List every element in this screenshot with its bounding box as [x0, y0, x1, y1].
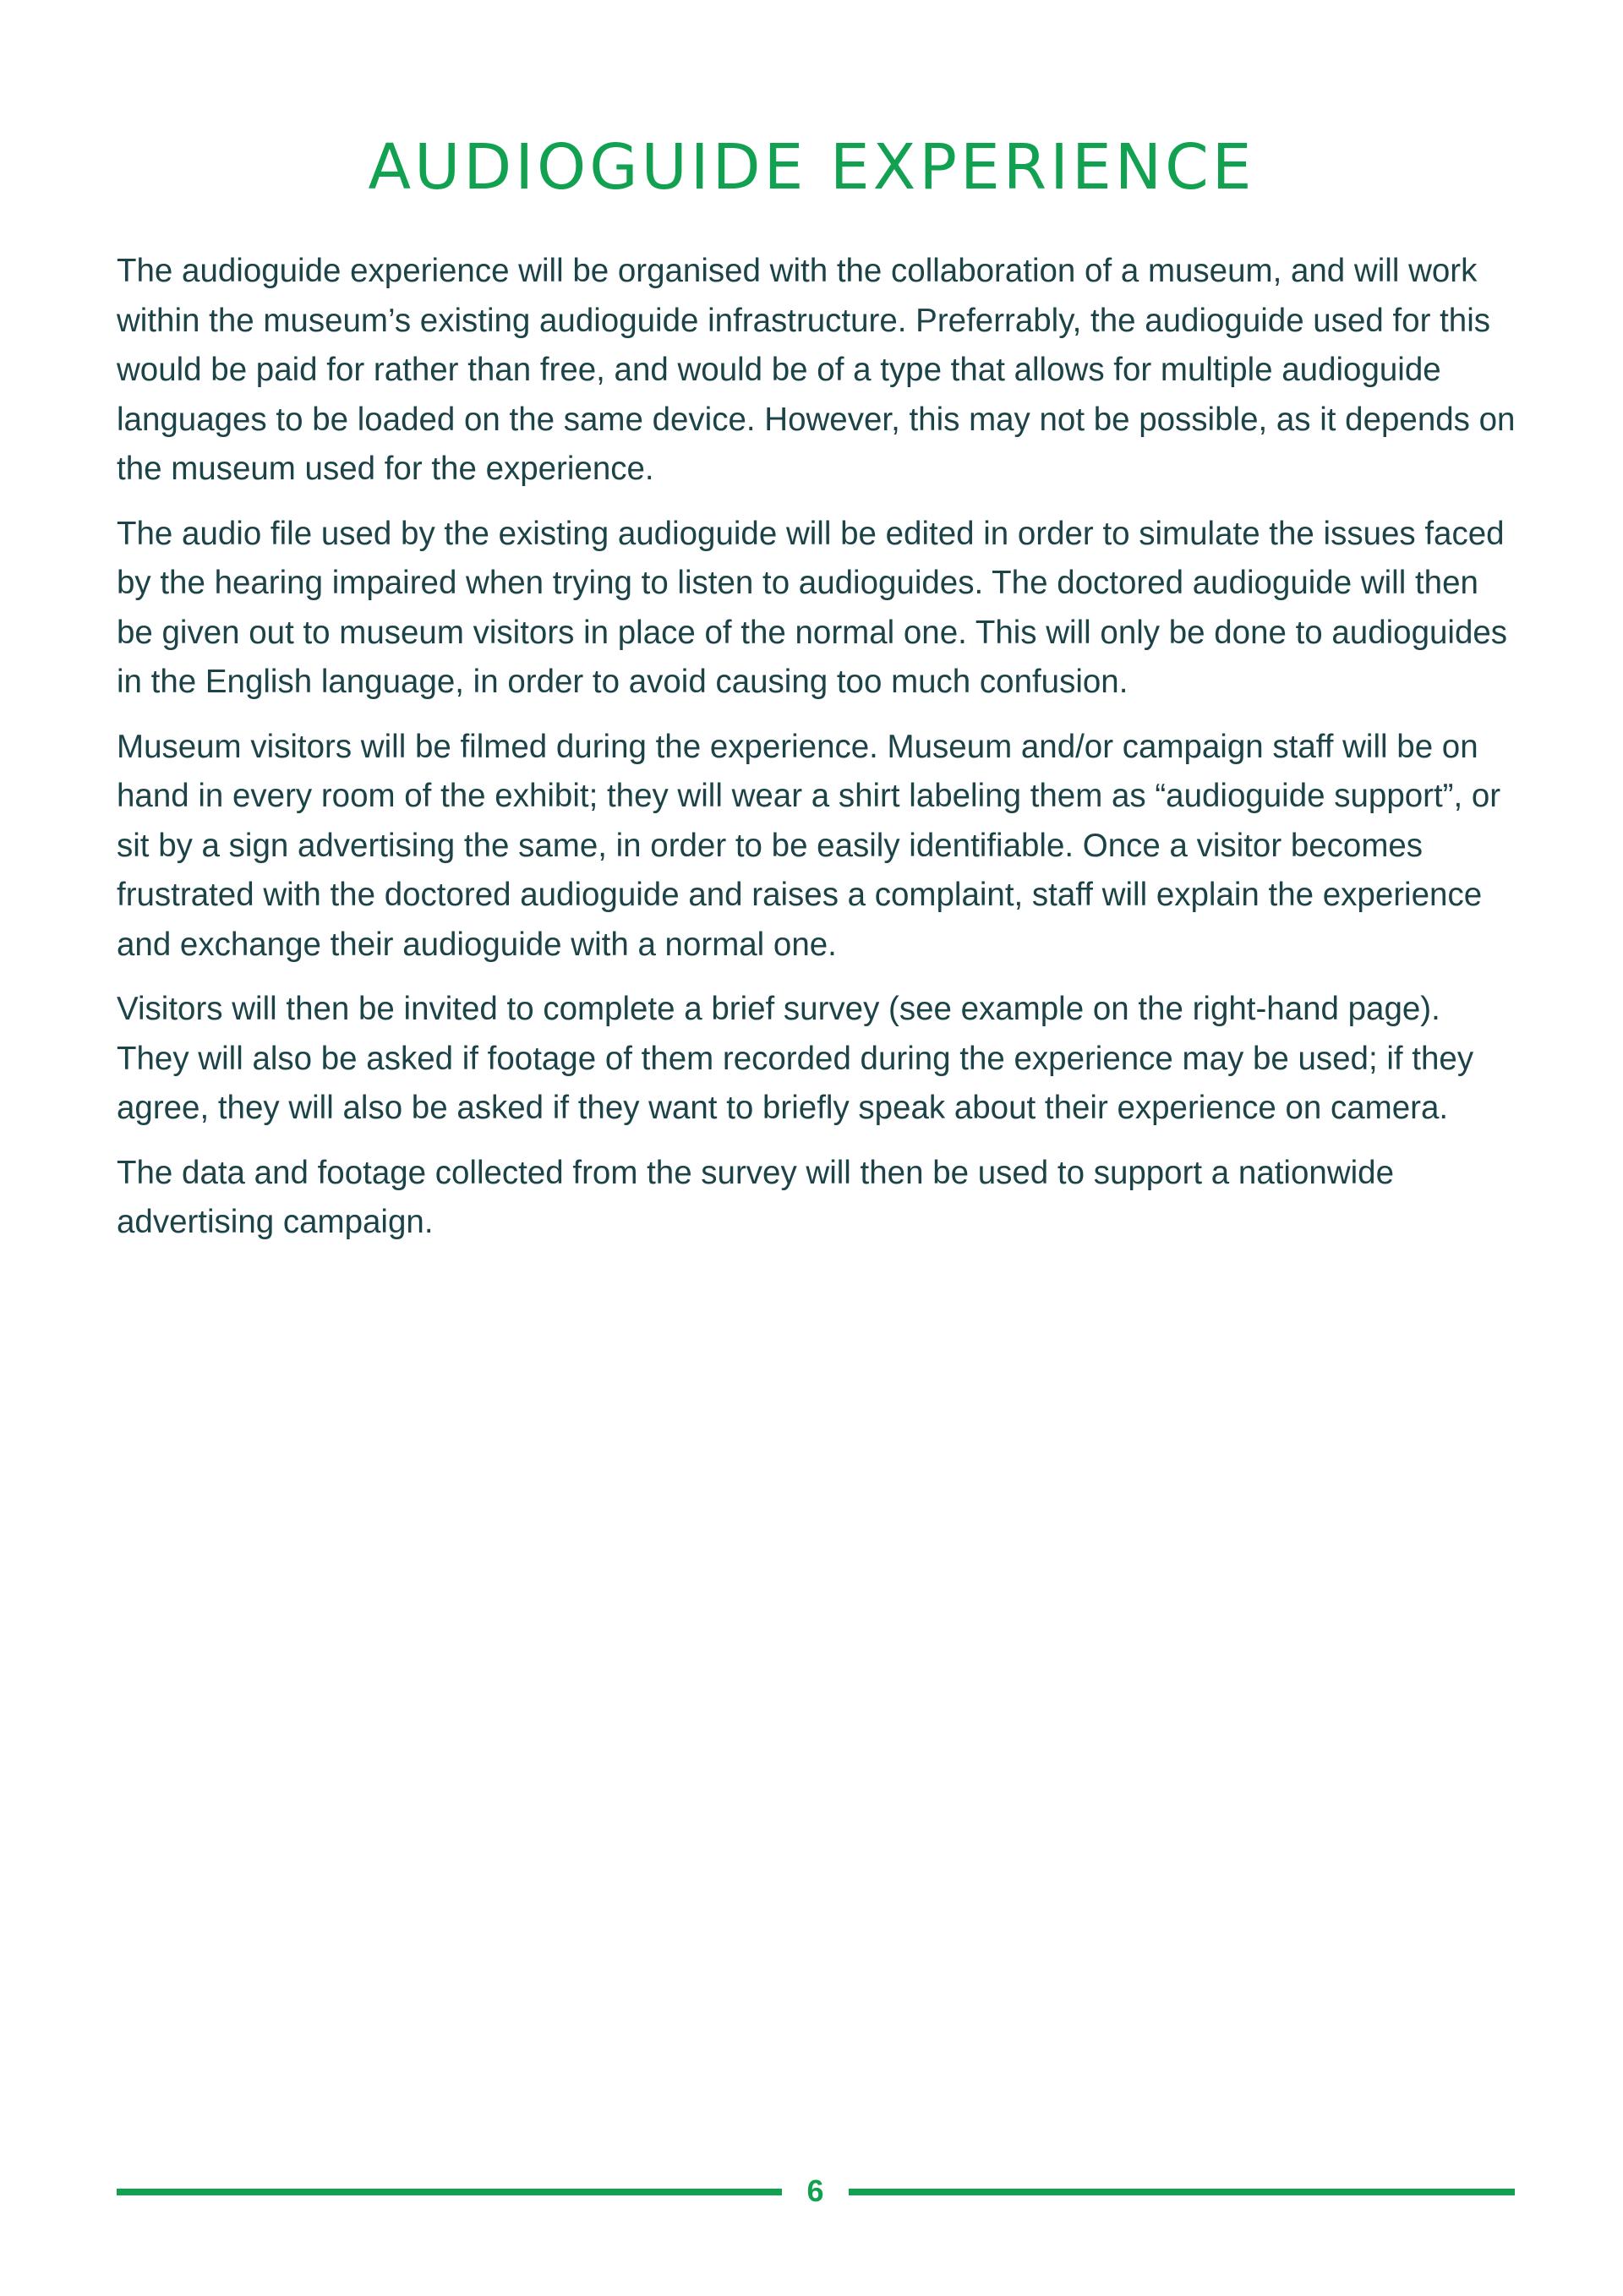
page-number: 6: [806, 2173, 824, 2208]
paragraph: Visitors will then be invited to complete a brief survey (see example on the right-hand page). They will also be asked if footage of them recorded during the experience may be used; if they agree, they will also be asked if they want to briefly speak about their experience on camera.: [117, 991, 1474, 1126]
page-footer: [117, 2173, 1515, 2210]
paragraph: Museum visitors will be filmed during the experience. Museum and/or campaign staff will be on hand in every room of the exhibit; they will wear a shirt labeling them as “audioguide support”, or sit by a sign advertising the same, in order to be easily identifiable. Once a visitor becomes frustrated with the doctored audioguide and raises a complaint, staff will explain the experience and exchange their audioguide with a normal one.: [117, 728, 1501, 963]
paragraph: The audioguide experience will be organised with the collaboration of a museum, and will work within the museum’s existing audioguide infrastructure. Preferrably, the audioguide used for this would be paid for rather than free, and would be of a type that allows for multiple audioguide languages to be loaded on the same device. However, this may not be possible, as it depends on the museum used for the experience.: [117, 253, 1516, 487]
paragraph: The audio file used by the existing audioguide will be edited in order to simulate the issues faced by the hearing impaired when trying to listen to audioguides. The doctored audioguide will then be given out to museum visitors in place of the normal one. This will only be done to audioguides in the English language, in order to avoid causing too much confusion.: [117, 515, 1508, 700]
page-title: AUDIOGUIDE EXPERIENCE: [368, 131, 1255, 204]
paragraph: The data and footage collected from the survey will then be used to support a nationwide advertising campaign.: [117, 1154, 1394, 1240]
footer-rule-left: [117, 2189, 782, 2195]
body-text: [117, 247, 1520, 1263]
footer-rule-right: [849, 2189, 1515, 2195]
